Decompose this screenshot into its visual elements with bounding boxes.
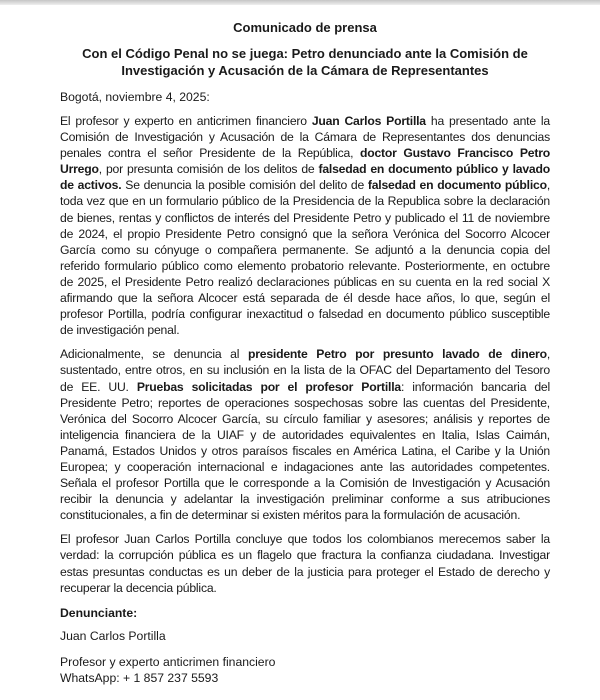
body-paragraph-2: Adicionalmente, se denuncia al presidente Petro por presunto lavado de dinero, sustentado, entre otros, en su inclusión en la lista de la OFAC del Departamento del Tesoro de EE. UU. Pruebas solicitadas por el profesor Portilla: información bancaria del Presidente Petro; reportes de operaciones sospechosas sobre las cuentas del Presidente, Verónica del Socorro Alcocer García, su círculo familiar y asesores; análisis y reportes de inteligencia financiera de la UIAF y de autoridades equivalentes en Italia, Islas Caimán, Panamá, Estados Unidos y otros paraísos fiscales en América Latina, el Caribe y la Unión Europea; y cooperación internacional e indagaciones ante las autoridades competentes. Señala el profesor Portilla que le corresponde a la Comisión de Investigación y Acusación recibir la denuncia y adelantar la investigación preliminar conforme a sus atribuciones constitucionales, a fin de determinar si existen méritos para la formulación de acusación.	[60, 347, 551, 523]
page-subtitle: Con el Código Penal no se juega: Petro denunciado ante la Comisión de Investigación y Acusación de la Cámara de Representantes	[82, 46, 528, 78]
body-paragraph-3: El profesor Juan Carlos Portilla concluye que todos los colombianos merecemos saber la verdad: la corrupción pública es un flagelo que fractura la confianza ciudadana. Investigar estas presuntas conductas es un deber de la justicia para proteger el Estado de derecho y recuperar la decencia pública.	[60, 532, 550, 595]
signatory-role: Profesor y experto anticrimen financiero	[60, 654, 276, 669]
signatory-name: Juan Carlos Portilla	[60, 628, 166, 643]
body-paragraph-1: El profesor y experto en anticrimen financiero Juan Carlos Portilla ha presentado ante la Comisión de Investigación y Acusación de la Cámara de Representantes dos denuncias penales contra el señor Presidente de la República, doctor Gustavo Francisco Petro Urrego, por presunta comisión de los delitos de falsedad en documento público y lavado de activos. Se denuncia la posible comisión del delito de falsedad en documento público, toda vez que en un formulario público de la Presidencia de la Republica sobre la declaración de bienes, rentas y conflictos de interés del Presidente Petro y publicado el 11 de noviembre de 2024, el propio Presidente Petro consignó que la señora Verónica del Socorro Alcocer García como su cónyuge o compañera permanente. Se adjuntó a la denuncia copia del referido formulario público como elemento probatorio relevante. Posteriormente, en octubre de 2025, el Presidente Petro realizó declaraciones públicas en su cuenta en la red social X afirmando que la señora Alcocer está separada de él desde hace años, lo que, según el profesor Portilla, podría configurar inexactitud o falsedad en documento público susceptible de investigación penal.	[60, 114, 551, 338]
signature-label: Denunciante:	[60, 605, 138, 620]
document-content	[0, 5, 600, 686]
whatsapp-contact: WhatsApp: + 1 857 237 5593	[60, 670, 219, 685]
page-title: Comunicado de prensa	[233, 20, 377, 35]
dateline: Bogotá, noviembre 4, 2025:	[60, 90, 210, 104]
